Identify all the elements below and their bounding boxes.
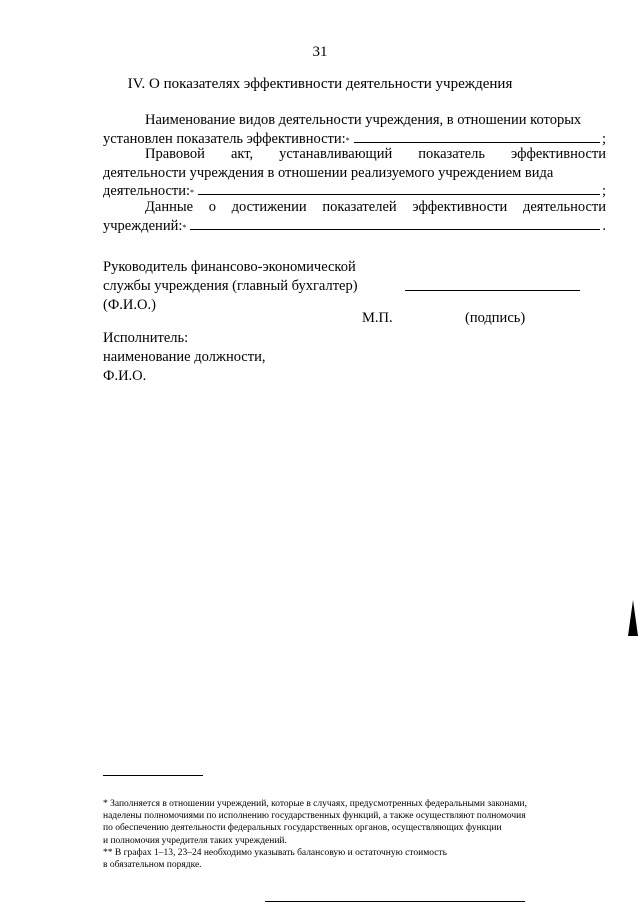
- word: и: [347, 847, 353, 858]
- paragraph-text: учреждений:: [103, 217, 183, 234]
- signature-label: (подпись): [465, 310, 526, 326]
- page-number: 31: [312, 44, 328, 60]
- signature-block: [103, 258, 358, 315]
- word: Правовой: [145, 146, 205, 162]
- word: эффективности: [412, 199, 508, 215]
- paragraph-text: деятельности:: [103, 183, 191, 199]
- footnote-line: в обязательном порядке.: [103, 860, 202, 871]
- paragraph-line: [103, 217, 606, 236]
- fill-in-line[interactable]: [198, 193, 600, 195]
- paragraph-line: деятельности учреждения в отношении реализуемого учреждением вида: [103, 164, 554, 181]
- word: В: [114, 847, 122, 858]
- word: о: [208, 199, 216, 215]
- footnote-line: по обеспечению деятельности федеральных государственных органов, осуществляющих функции: [103, 823, 502, 834]
- page-bottom-edge: [265, 901, 525, 902]
- word: балансовую: [297, 847, 346, 858]
- fill-in-line[interactable]: [190, 228, 600, 230]
- scan-edge-mark: [628, 600, 638, 636]
- signature-line[interactable]: [405, 290, 580, 291]
- signer-title-line: Руководитель финансово-экономической: [103, 259, 356, 275]
- paragraph-line: Наименование видов деятельности учреждения, в отношении которых: [145, 112, 582, 128]
- word: **: [103, 847, 113, 858]
- footnotes: [103, 798, 607, 871]
- signer-name-placeholder: (Ф.И.О.): [103, 297, 156, 313]
- paragraph-line: [103, 145, 606, 164]
- paragraph-line: [103, 198, 606, 217]
- word: эффективности: [511, 146, 606, 162]
- executor-position: наименование должности,: [103, 349, 266, 365]
- footnote-line: * Заполняется в отношении учреждений, которые в случаях, предусмотренных федеральными законами,: [103, 799, 528, 809]
- word: устанавливающий: [279, 146, 393, 162]
- footnote-divider: [103, 775, 203, 776]
- footnote-marker: *: [345, 135, 350, 145]
- footnote-line: наделены полномочиями по исполнению государственных функций, а также осуществляют полномочия: [103, 811, 526, 822]
- footnote-line: [103, 847, 607, 859]
- word: стоимость: [405, 847, 447, 858]
- line-end-punct: ;: [601, 183, 606, 199]
- footnote-marker: *: [190, 188, 195, 197]
- signer-title-line: службы учреждения (главный бухгалтер): [103, 278, 358, 294]
- paragraph-achievement-data: [103, 198, 606, 235]
- executor-block: [103, 329, 265, 386]
- executor-label: Исполнитель:: [103, 330, 189, 346]
- paragraph-activity-types: [103, 111, 606, 148]
- word: деятельности: [522, 199, 606, 215]
- executor-name: Ф.И.О.: [103, 368, 147, 384]
- fill-in-line[interactable]: [354, 141, 600, 143]
- stamp-place-label: М.П.: [362, 310, 393, 326]
- word: 1–13,: [153, 847, 176, 858]
- word: показатель: [418, 146, 485, 162]
- paragraph-text: установлен показатель эффективности:: [103, 130, 346, 147]
- line-end-punct: .: [602, 217, 606, 234]
- line-end-punct: ;: [601, 130, 606, 147]
- word: указывать: [254, 847, 295, 858]
- word: необходимо: [203, 847, 252, 858]
- word: графах: [123, 847, 152, 858]
- section-title: IV. О показателях эффективности деятельности учреждения: [127, 76, 513, 92]
- word: Данные: [145, 199, 194, 215]
- paragraph-legal-act: [103, 145, 606, 201]
- word: показателей: [322, 199, 397, 215]
- word: достижении: [231, 199, 307, 215]
- word: акт,: [230, 146, 254, 162]
- footnote-line: и полномочия учредителя таких учреждений.: [103, 835, 287, 846]
- word: 23–24: [177, 847, 202, 858]
- footnote-marker: *: [182, 222, 187, 232]
- word: остаточную: [355, 847, 403, 858]
